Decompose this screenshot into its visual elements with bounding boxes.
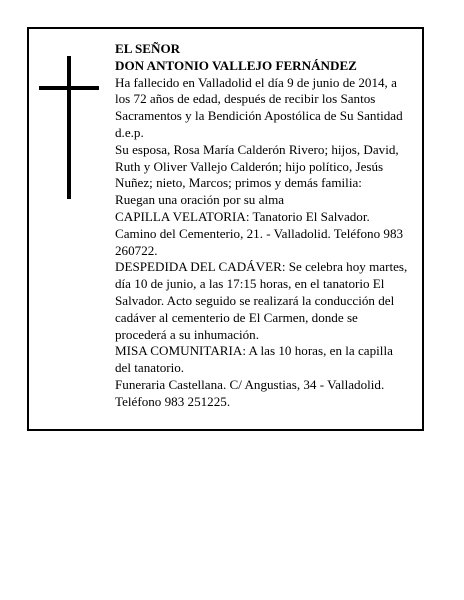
family-line-3: Nuñez; nieto, Marcos; primos y demás familia: — [115, 175, 362, 191]
deceased-name: DON ANTONIO VALLEJO FERNÁNDEZ — [115, 57, 357, 73]
chapel-line-3: 260722. — [115, 242, 158, 258]
funeral-home-line-1: Funeraria Castellana. C/ Angustias, 34 - Valladolid. — [115, 376, 385, 392]
farewell-line-2: día 10 de junio, a las 17:15 horas, en el tanatorio El — [115, 276, 385, 292]
title-line-1: EL SEÑOR — [115, 41, 181, 56]
family-line-4: Ruegan una oración por su alma — [115, 192, 285, 208]
obituary-notice — [27, 27, 424, 431]
funeral-home-line-2: Teléfono 983 251225. — [115, 393, 231, 409]
cross-horizontal-bar — [39, 86, 99, 90]
death-line-2: los 72 años de edad, después de recibir los Santos — [115, 91, 376, 107]
mass-line-2: del tanatorio. — [115, 360, 185, 376]
notice-text — [115, 41, 423, 411]
farewell-line-3: Salvador. Acto seguido se realizará la conducción del — [115, 292, 395, 308]
death-line-3: Sacramentos y la Bendición Apostólica de Su Santidad — [115, 108, 403, 124]
family-line-1: Su esposa, Rosa María Calderón Rivero; hijos, David, — [115, 141, 399, 157]
death-line-4: d.e.p. — [115, 124, 144, 140]
mass-line-1: MISA COMUNITARIA: A las 10 horas, en la capilla — [115, 343, 393, 359]
death-line-1: Ha fallecido en Valladolid el día 9 de junio de 2014, a — [115, 74, 397, 90]
family-line-2: Ruth y Oliver Vallejo Calderón; hijo político, Jesús — [115, 158, 384, 174]
farewell-line-4: cadáver al cementerio de El Carmen, donde se — [115, 309, 358, 325]
chapel-line-1: CAPILLA VELATORIA: Tanatorio El Salvador. — [115, 208, 370, 224]
cross-icon — [39, 56, 99, 199]
farewell-line-1: DESPEDIDA DEL CADÁVER: Se celebra hoy martes, — [115, 259, 408, 275]
farewell-line-5: procederá a su inhumación. — [115, 326, 259, 342]
chapel-line-2: Camino del Cementerio, 21. - Valladolid. Teléfono 983 — [115, 225, 404, 241]
cross-vertical-bar — [67, 56, 71, 199]
